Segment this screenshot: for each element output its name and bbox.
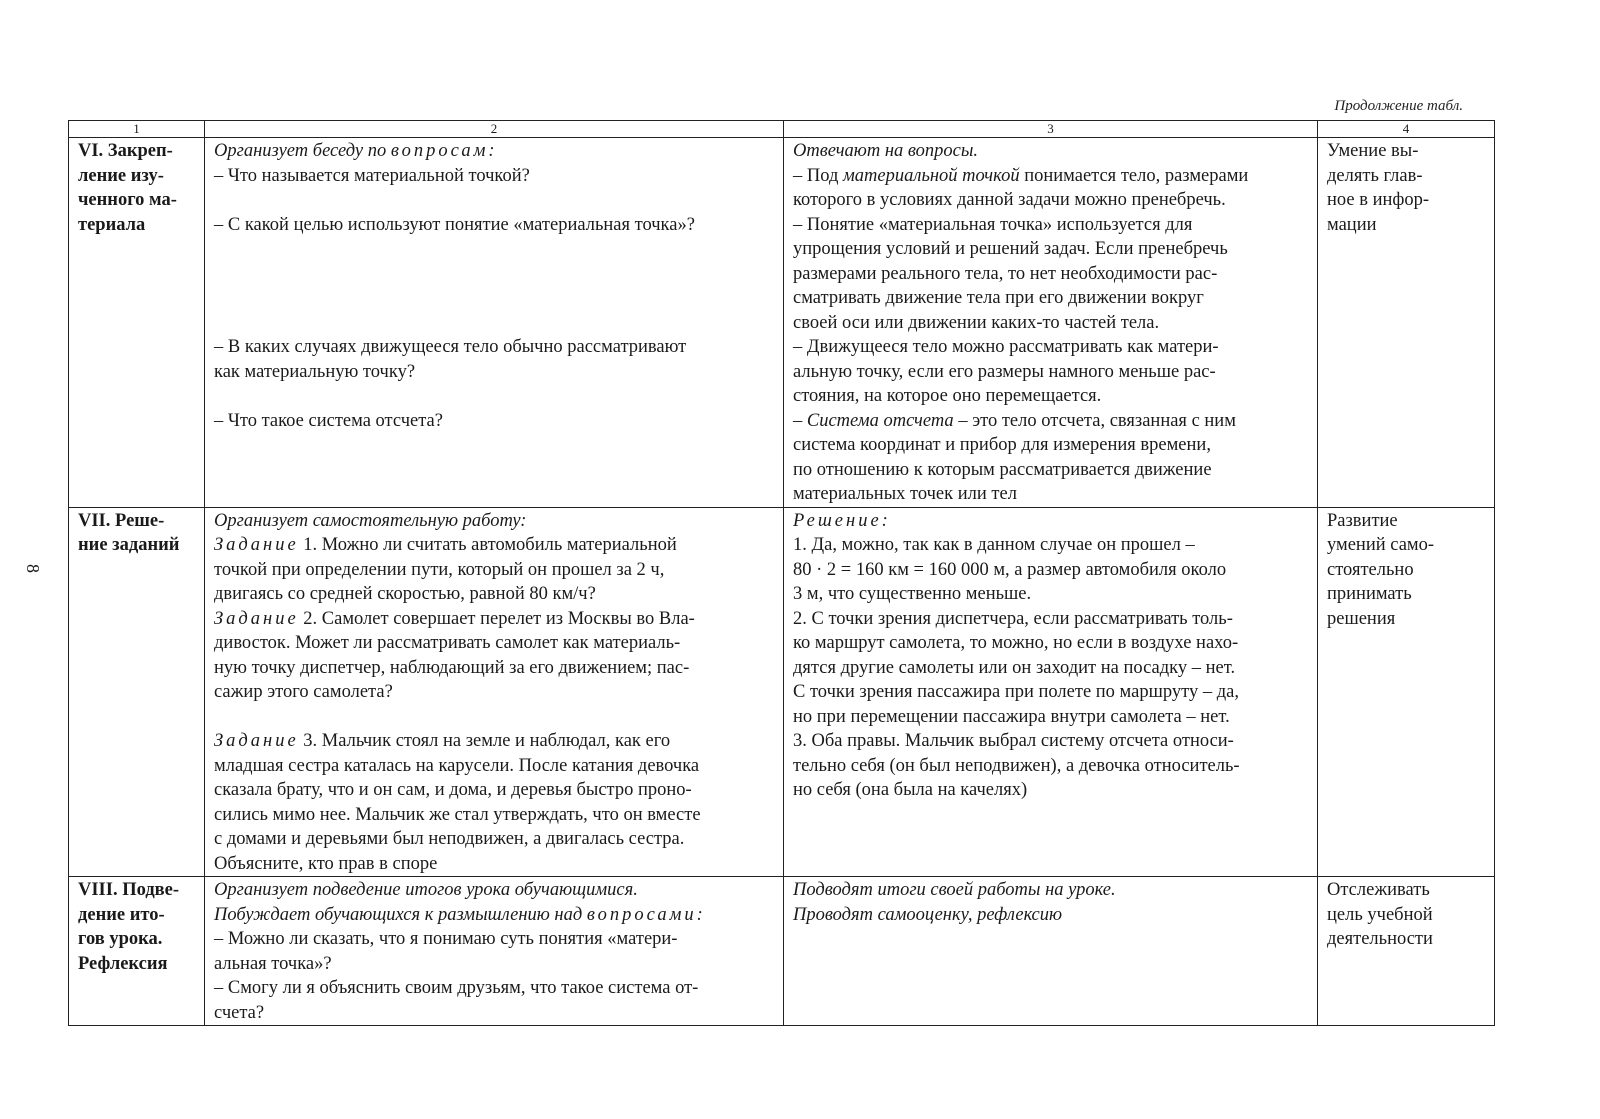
page-number: 8: [23, 564, 43, 573]
answer-line: система координат и прибор для измерения времени,: [793, 435, 1211, 455]
task-line: сились мимо нее. Мальчик же стал утверждать, что он вместе: [214, 804, 701, 825]
task-line: Объясните, кто прав в споре: [214, 853, 438, 874]
lesson-plan-table: [68, 120, 1495, 1026]
skill-line: решения: [1327, 608, 1396, 629]
student-activity-cell: [784, 138, 1318, 508]
table-row: [69, 138, 1495, 508]
teacher-intro: Организует подведение итогов урока обучающимися.: [214, 880, 638, 900]
question: – Что называется материальной точкой?: [214, 165, 530, 186]
answer-line: – Движущееся тело можно рассматривать как матери-: [793, 337, 1219, 357]
student-line: Подводят итоги своей работы на уроке.: [793, 880, 1116, 900]
student-activity-cell: [784, 877, 1318, 1026]
answer-line: – Понятие «материальная точка» используется для: [793, 214, 1193, 235]
stage-line: VI. Закреп-: [78, 141, 173, 161]
stage-line: ление изу-: [78, 165, 164, 186]
skill-line: ное в инфор-: [1327, 190, 1430, 210]
answer-line: тельно себя (он был неподвижен), а девочка относитель-: [793, 755, 1240, 776]
teacher-intro: Побуждает обучающихся к размышлению над вопросами:: [214, 904, 703, 925]
skill-line: Умение вы-: [1327, 141, 1419, 161]
task-line: точкой при определении пути, который он прошел за 2 ч,: [214, 559, 665, 580]
task-line: Задание 3. Мальчик стоял на земле и наблюдал, как его: [214, 731, 671, 751]
answer-line: 2. С точки зрения диспетчера, если рассматривать толь-: [793, 608, 1233, 629]
skill-line: деятельности: [1327, 929, 1433, 949]
task-line: сажир этого самолета?: [214, 682, 393, 702]
task-line: младшая сестра каталась на карусели. После катания девочка: [214, 755, 700, 776]
question: как материальную точку?: [214, 361, 416, 382]
answer-line: 3. Оба правы. Мальчик выбрал систему отсчета относи-: [793, 731, 1234, 751]
stage-line: ние заданий: [78, 535, 180, 555]
task-line: дивосток. Может ли рассматривать самолет как материаль-: [214, 633, 681, 653]
column-number-row: [69, 121, 1495, 138]
skill-line: цель учебной: [1327, 904, 1433, 925]
skill-cell: [1318, 138, 1495, 508]
table-row: [69, 507, 1495, 877]
stage-cell: [69, 877, 205, 1026]
answer-line: размерами реального тела, то нет необходимости рас-: [793, 263, 1218, 284]
student-activity-cell: [784, 507, 1318, 877]
answer-line: своей оси или движении каких-то частей тела.: [793, 312, 1160, 333]
student-intro: Отвечают на вопросы.: [793, 141, 979, 161]
student-line: Проводят самооценку, рефлексию: [793, 904, 1063, 925]
skill-cell: [1318, 877, 1495, 1026]
task-line: Задание 2. Самолет совершает перелет из Москвы во Вла-: [214, 608, 695, 629]
teacher-activity-cell: [205, 138, 784, 508]
stage-line: VII. Реше-: [78, 510, 165, 531]
stage-line: VIII. Подве-: [78, 880, 180, 900]
answer-line: – Система отсчета – это тело отсчета, связанная с ним: [793, 410, 1236, 431]
answer-line: – Под материальной точкой понимается тело, размерами: [793, 165, 1249, 186]
teacher-activity-cell: [205, 877, 784, 1026]
table-continuation-caption: Продолжение табл.: [1334, 98, 1463, 114]
question: – Можно ли сказать, что я понимаю суть понятия «матери-: [214, 929, 678, 949]
stage-line: Рефлексия: [78, 953, 168, 974]
answer-line: альную точку, если его размеры намного меньше рас-: [793, 361, 1216, 382]
task-line: ную точку диспетчер, наблюдающий за его движением; пас-: [214, 657, 690, 678]
answer-line: 1. Да, можно, так как в данном случае он прошел –: [793, 535, 1195, 555]
stage-line: дение ито-: [78, 904, 165, 925]
stage-line: ченного ма-: [78, 190, 177, 210]
stage-line: териала: [78, 214, 146, 235]
answer-line: ко маршрут самолета, то можно, но если в воздухе нахо-: [793, 633, 1239, 653]
stage-line: гов урока.: [78, 929, 163, 949]
question: – В каких случаях движущееся тело обычно рассматривают: [214, 337, 687, 357]
teacher-intro: Организует беседу по вопросам:: [214, 141, 495, 161]
answer-line: материальных точек или тел: [793, 484, 1017, 504]
question: – С какой целью используют понятие «материальная точка»?: [214, 214, 695, 235]
skill-line: мации: [1327, 214, 1377, 235]
teacher-activity-cell: [205, 507, 784, 877]
skill-cell: [1318, 507, 1495, 877]
answer-line: упрощения условий и решений задач. Если пренебречь: [793, 239, 1228, 259]
question: счета?: [214, 1002, 265, 1023]
task-line: двигаясь со средней скоростью, равной 80 км/ч?: [214, 584, 596, 604]
column-number: 1: [69, 121, 205, 138]
skill-line: делять глав-: [1327, 165, 1423, 186]
stage-cell: [69, 138, 205, 508]
task-line: сказала брату, что и он сам, и дома, и деревья быстро проно-: [214, 780, 692, 800]
skill-line: принимать: [1327, 584, 1412, 604]
teacher-intro: Организует самостоятельную работу:: [214, 510, 527, 531]
answer-line: дятся другие самолеты или он заходит на посадку – нет.: [793, 657, 1236, 678]
answer-line: стояния, на которое оно перемещается.: [793, 386, 1102, 406]
table-row: [69, 877, 1495, 1026]
answer-line: которого в условиях данной задачи можно пренебречь.: [793, 190, 1226, 210]
answer-line: 3 м, что существенно меньше.: [793, 584, 1032, 604]
student-intro: Решение:: [793, 510, 891, 531]
skill-line: умений само-: [1327, 535, 1435, 555]
question: альная точка»?: [214, 953, 332, 974]
answer-line: но при перемещении пассажира внутри самолета – нет.: [793, 706, 1230, 727]
question: – Что такое система отсчета?: [214, 410, 443, 431]
column-number: 4: [1318, 121, 1495, 138]
task-line: с домами и деревьями был неподвижен, а двигалась сестра.: [214, 829, 685, 849]
answer-line: но себя (она была на качелях): [793, 780, 1028, 800]
skill-line: стоятельно: [1327, 559, 1414, 580]
column-number: 3: [784, 121, 1318, 138]
answer-line: сматривать движение тела при его движении вокруг: [793, 288, 1204, 308]
answer-line: С точки зрения пассажира при полете по маршруту – да,: [793, 682, 1239, 702]
task-line: Задание 1. Можно ли считать автомобиль материальной: [214, 535, 677, 555]
column-number: 2: [205, 121, 784, 138]
answer-line: по отношению к которым рассматривается движение: [793, 459, 1212, 480]
stage-cell: [69, 507, 205, 877]
skill-line: Отслеживать: [1327, 880, 1430, 900]
skill-line: Развитие: [1327, 510, 1398, 531]
question: – Смогу ли я объяснить своим друзьям, что такое система от-: [214, 978, 699, 998]
answer-line: 80 · 2 = 160 км = 160 000 м, а размер автомобиля около: [793, 559, 1227, 580]
